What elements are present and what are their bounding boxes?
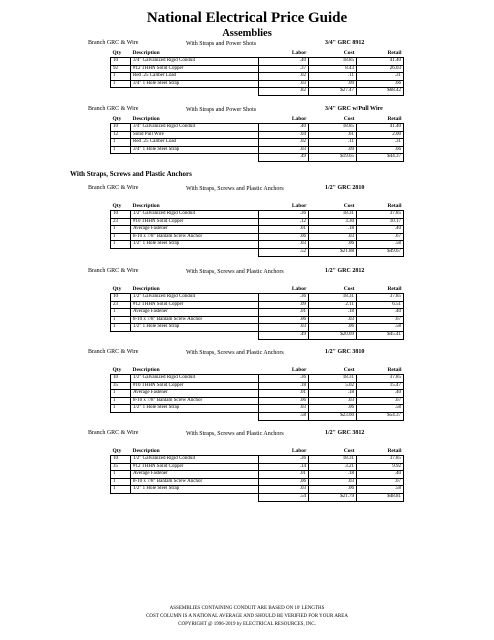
item-description: Average Fastener	[131, 471, 259, 479]
item-retail: .58	[357, 241, 404, 249]
item-row	[111, 478, 404, 486]
page-footer	[0, 605, 494, 629]
col-cost: Cost	[343, 447, 355, 454]
item-labor: .01	[259, 309, 309, 317]
item-row	[111, 309, 404, 317]
assembly-block	[0, 185, 494, 254]
item-retail: 41.40	[357, 124, 404, 132]
col-description: Description	[132, 447, 160, 454]
item-row	[111, 463, 404, 471]
item-description: 1/2" 1 Hole Steel Strap	[131, 405, 259, 413]
item-labor: .01	[259, 226, 309, 234]
item-description: Red .25 Caliber Load	[131, 139, 259, 147]
item-retail: 41.40	[357, 58, 404, 66]
col-qty: Qty	[112, 447, 122, 454]
item-qty: 1	[111, 73, 131, 81]
assembly-header	[0, 349, 494, 360]
item-row	[111, 375, 404, 383]
item-description: 3/4" Galvanized Rigid Conduit	[131, 58, 259, 66]
item-labor: .04	[259, 131, 309, 139]
total-retail: $49.67	[357, 248, 404, 256]
assembly-block	[0, 349, 494, 418]
item-retail: .31	[357, 73, 404, 81]
col-description: Description	[132, 366, 160, 373]
item-cost: .06	[309, 405, 357, 413]
total-labor: .49	[259, 154, 309, 162]
col-description: Description	[132, 49, 160, 56]
item-description: 8-10 x 7/8" Bantam Screw Anchor	[131, 233, 259, 241]
col-labor: Labor	[291, 202, 307, 209]
item-retail: .66	[357, 146, 404, 154]
item-qty: 92	[111, 65, 131, 73]
item-retail: .58	[357, 324, 404, 332]
item-description: 3/4" 1 Hole Steel Strap	[131, 146, 259, 154]
item-qty: 35	[111, 463, 131, 471]
item-labor: .01	[259, 471, 309, 479]
item-cost: .09	[309, 146, 357, 154]
item-cost: .18	[309, 309, 357, 317]
assembly-code: 1/2" GRC 3810	[325, 349, 365, 355]
assembly-header	[0, 185, 494, 196]
item-description: #12 THHN Solid Copper	[131, 463, 259, 471]
item-labor: .36	[259, 456, 309, 464]
item-qty: 1	[111, 397, 131, 405]
item-description: 1/2" 1 Hole Steel Strap	[131, 486, 259, 494]
col-retail: Retail	[387, 202, 402, 209]
table-header-row	[111, 114, 404, 124]
assembly-header	[0, 268, 494, 279]
col-description: Description	[132, 115, 160, 122]
section-label: With Straps, Screws and Plastic Anchors	[70, 170, 192, 178]
item-description: 1/2" 1 Hole Steel Strap	[131, 324, 259, 332]
item-cost: .03	[309, 316, 357, 324]
item-cost: .06	[309, 324, 357, 332]
total-cost: $19.65	[309, 154, 357, 162]
item-labor: .01	[259, 390, 309, 398]
item-row	[111, 139, 404, 147]
item-row	[111, 211, 404, 219]
col-labor: Labor	[291, 447, 307, 454]
item-cost: .06	[309, 486, 357, 494]
item-qty: 10	[111, 456, 131, 464]
item-qty: 1	[111, 80, 131, 88]
totals-row	[111, 412, 404, 420]
total-labor: .54	[259, 493, 309, 501]
totals-row	[111, 88, 404, 96]
item-row	[111, 226, 404, 234]
col-cost: Cost	[343, 202, 355, 209]
items-table	[110, 365, 404, 421]
item-labor: .03	[259, 241, 309, 249]
assembly-header	[0, 430, 494, 441]
item-qty: 1	[111, 486, 131, 494]
item-row	[111, 294, 404, 302]
items-table	[110, 284, 404, 340]
item-labor: .09	[259, 301, 309, 309]
col-qty: Qty	[112, 202, 122, 209]
item-row	[111, 324, 404, 332]
item-description: #12 THHN Solid Copper	[131, 301, 259, 309]
item-qty: 10	[111, 211, 131, 219]
item-retail: 37.85	[357, 375, 404, 383]
item-retail: 9.92	[357, 463, 404, 471]
item-row	[111, 131, 404, 139]
item-labor: .06	[259, 233, 309, 241]
item-qty: 10	[111, 375, 131, 383]
item-retail: 37.85	[357, 294, 404, 302]
totals-row	[111, 493, 404, 501]
item-qty: 1	[111, 233, 131, 241]
item-description: 1/2" Galvanized Rigid Conduit	[131, 456, 259, 464]
table-header-row	[111, 284, 404, 294]
col-qty: Qty	[112, 115, 122, 122]
item-cost: .18	[309, 390, 357, 398]
item-labor: .03	[259, 146, 309, 154]
page-subtitle: Assemblies	[222, 28, 272, 39]
item-description: 3/4" Galvanized Rigid Conduit	[131, 124, 259, 132]
item-retail: 37.85	[357, 456, 404, 464]
item-description: Red .25 Caliber Load	[131, 73, 259, 81]
item-row	[111, 382, 404, 390]
item-row	[111, 397, 404, 405]
assembly-block	[0, 430, 494, 499]
item-labor: .14	[259, 463, 309, 471]
col-retail: Retail	[387, 447, 402, 454]
item-retail: .67	[357, 478, 404, 486]
assembly-category: Branch GRC & Wire	[88, 185, 139, 191]
total-labor: .49	[259, 331, 309, 339]
totals-row	[111, 154, 404, 162]
item-cost: 18.31	[309, 456, 357, 464]
item-cost: 3.30	[309, 218, 357, 226]
item-row	[111, 456, 404, 464]
item-labor: .03	[259, 486, 309, 494]
item-qty: 12	[111, 131, 131, 139]
col-cost: Cost	[343, 49, 355, 56]
item-qty: 1	[111, 146, 131, 154]
col-labor: Labor	[291, 49, 307, 56]
item-qty: 1	[111, 324, 131, 332]
total-retail: $68.42	[357, 88, 404, 96]
item-labor: .12	[259, 218, 309, 226]
item-description: 8-10 x 7/8" Bantam Screw Anchor	[131, 478, 259, 486]
item-labor: .06	[259, 397, 309, 405]
col-retail: Retail	[387, 366, 402, 373]
assembly-block	[0, 40, 494, 94]
col-description: Description	[132, 202, 160, 209]
item-cost: 18.31	[309, 375, 357, 383]
col-qty: Qty	[112, 285, 122, 292]
item-cost: .03	[309, 478, 357, 486]
assembly-description: With Straps and Power Shots	[186, 107, 257, 113]
item-row	[111, 124, 404, 132]
item-row	[111, 486, 404, 494]
footer-line-2: COST COLUMN IS A NATIONAL AVERAGE AND SHOULD BE VERIFIED FOR YOUR AREA	[146, 614, 348, 619]
col-retail: Retail	[387, 49, 402, 56]
assembly-category: Branch GRC & Wire	[88, 349, 139, 355]
item-cost: .61	[309, 131, 357, 139]
item-row	[111, 218, 404, 226]
total-retail: $45.41	[357, 331, 404, 339]
item-retail: .67	[357, 397, 404, 405]
item-qty: 1	[111, 390, 131, 398]
item-description: Average Fastener	[131, 390, 259, 398]
item-labor: .02	[259, 73, 309, 81]
assembly-category: Branch GRC & Wire	[88, 106, 139, 112]
item-cost: .09	[309, 80, 357, 88]
total-cost: $27.47	[309, 88, 357, 96]
item-labor: .40	[259, 124, 309, 132]
item-row	[111, 390, 404, 398]
item-description: 1/2" Galvanized Rigid Conduit	[131, 294, 259, 302]
item-row	[111, 301, 404, 309]
item-cost: .11	[309, 139, 357, 147]
table-header-row	[111, 201, 404, 211]
item-labor: .06	[259, 316, 309, 324]
item-cost: .03	[309, 233, 357, 241]
col-qty: Qty	[112, 366, 122, 373]
totals-row	[111, 248, 404, 256]
total-retail: $48.81	[357, 493, 404, 501]
items-table	[110, 201, 404, 257]
item-retail: 37.85	[357, 211, 404, 219]
col-cost: Cost	[343, 115, 355, 122]
item-labor: .03	[259, 80, 309, 88]
item-retail: 26.03	[357, 65, 404, 73]
item-retail: .58	[357, 405, 404, 413]
item-retail: .40	[357, 226, 404, 234]
assembly-category: Branch GRC & Wire	[88, 430, 139, 436]
item-cost: 2.11	[309, 301, 357, 309]
item-qty: 1	[111, 471, 131, 479]
item-row	[111, 316, 404, 324]
assembly-description: With Straps and Power Shots	[186, 41, 257, 47]
assembly-category: Branch GRC & Wire	[88, 268, 139, 274]
item-retail: .31	[357, 139, 404, 147]
assembly-block	[0, 268, 494, 337]
item-cost: .06	[309, 241, 357, 249]
item-labor: .02	[259, 139, 309, 147]
item-retail: .66	[357, 80, 404, 88]
item-retail: 15.47	[357, 382, 404, 390]
item-row	[111, 80, 404, 88]
item-cost: 18.85	[309, 58, 357, 66]
total-cost: $20.69	[309, 331, 357, 339]
item-retail: 10.17	[357, 218, 404, 226]
assembly-code: 3/4" GRC 8912	[325, 40, 365, 46]
footer-line-1: ASSEMBLIES CONTAINING CONDUIT ARE BASED ON 10' LENGTHS	[169, 606, 325, 611]
assembly-code: 1/2" GRC 2812	[325, 268, 365, 274]
item-row	[111, 233, 404, 241]
assembly-description: With Straps, Screws and Plastic Anchors	[186, 269, 284, 275]
item-labor: .18	[259, 382, 309, 390]
item-qty: 1	[111, 226, 131, 234]
item-description: #10 THHN Solid Copper	[131, 218, 259, 226]
col-description: Description	[132, 285, 160, 292]
item-description: #12 THHN Solid Copper	[131, 65, 259, 73]
item-row	[111, 65, 404, 73]
item-description: 1/2" 1 Hole Steel Strap	[131, 241, 259, 249]
total-labor: .58	[259, 412, 309, 420]
col-labor: Labor	[291, 285, 307, 292]
item-description: Solid Pull Wire	[131, 131, 259, 139]
assembly-description: With Straps, Screws and Plastic Anchors	[186, 350, 284, 356]
total-cost: $23.60	[309, 412, 357, 420]
item-qty: 10	[111, 58, 131, 66]
table-header-row	[111, 365, 404, 375]
total-retail: $54.37	[357, 412, 404, 420]
item-cost: 18.31	[309, 294, 357, 302]
item-qty: 23	[111, 218, 131, 226]
assembly-block	[0, 106, 494, 160]
col-qty: Qty	[112, 49, 122, 56]
item-description: 1/2" Galvanized Rigid Conduit	[131, 375, 259, 383]
item-labor: .36	[259, 294, 309, 302]
item-qty: 10	[111, 294, 131, 302]
item-retail: 2.00	[357, 131, 404, 139]
item-qty: 1	[111, 241, 131, 249]
item-description: Average Fastener	[131, 309, 259, 317]
assembly-code: 1/2" GRC 3812	[325, 430, 365, 436]
item-cost: 18.31	[309, 211, 357, 219]
item-cost: 3.21	[309, 463, 357, 471]
item-qty: 10	[111, 124, 131, 132]
item-row	[111, 146, 404, 154]
col-retail: Retail	[387, 115, 402, 122]
item-retail: .58	[357, 486, 404, 494]
item-cost: 5.02	[309, 382, 357, 390]
footer-line-3: COPYRIGHT @ 1996-2019 by ELECTRICAL RESOURCES, INC.	[178, 622, 316, 627]
item-description: 8-10 x 7/8" Bantam Screw Anchor	[131, 397, 259, 405]
item-row	[111, 58, 404, 66]
item-qty: 1	[111, 309, 131, 317]
item-retail: 6.51	[357, 301, 404, 309]
item-retail: .67	[357, 233, 404, 241]
item-cost: 18.85	[309, 124, 357, 132]
item-qty: 1	[111, 405, 131, 413]
item-retail: .40	[357, 471, 404, 479]
total-labor: .82	[259, 88, 309, 96]
item-qty: 23	[111, 301, 131, 309]
item-labor: .06	[259, 478, 309, 486]
item-cost: .18	[309, 471, 357, 479]
item-retail: .40	[357, 309, 404, 317]
assembly-code: 3/4" GRC w/Pull Wire	[325, 106, 383, 112]
item-description: Average Fastener	[131, 226, 259, 234]
item-cost: 8.43	[309, 65, 357, 73]
item-row	[111, 405, 404, 413]
item-qty: 1	[111, 478, 131, 486]
item-labor: .36	[259, 211, 309, 219]
items-table	[110, 114, 404, 162]
item-labor: .36	[259, 375, 309, 383]
item-qty: 1	[111, 139, 131, 147]
item-retail: .67	[357, 316, 404, 324]
page-title: National Electrical Price Guide	[146, 10, 348, 26]
item-row	[111, 241, 404, 249]
assembly-category: Branch GRC & Wire	[88, 40, 139, 46]
col-labor: Labor	[291, 366, 307, 373]
item-labor: .40	[259, 58, 309, 66]
item-description: 3/4" 1 Hole Steel Strap	[131, 80, 259, 88]
col-cost: Cost	[343, 285, 355, 292]
item-cost: .18	[309, 226, 357, 234]
item-row	[111, 471, 404, 479]
item-description: 8-10 x 7/8" Bantam Screw Anchor	[131, 316, 259, 324]
total-labor: .52	[259, 248, 309, 256]
items-table	[110, 446, 404, 502]
item-row	[111, 73, 404, 81]
table-header-row	[111, 48, 404, 58]
item-labor: .37	[259, 65, 309, 73]
item-description: #10 THHN Solid Copper	[131, 382, 259, 390]
col-retail: Retail	[387, 285, 402, 292]
col-labor: Labor	[291, 115, 307, 122]
assembly-description: With Straps, Screws and Plastic Anchors	[186, 186, 284, 192]
item-cost: .03	[309, 397, 357, 405]
item-description: 1/2" Galvanized Rigid Conduit	[131, 211, 259, 219]
item-labor: .03	[259, 405, 309, 413]
total-cost: $21.79	[309, 493, 357, 501]
item-labor: .03	[259, 324, 309, 332]
assembly-description: With Straps, Screws and Plastic Anchors	[186, 431, 284, 437]
assembly-code: 1/2" GRC 2810	[325, 185, 365, 191]
item-retail: .40	[357, 390, 404, 398]
items-table	[110, 48, 404, 96]
col-cost: Cost	[343, 366, 355, 373]
total-cost: $21.88	[309, 248, 357, 256]
item-qty: 35	[111, 382, 131, 390]
item-cost: .11	[309, 73, 357, 81]
item-qty: 1	[111, 316, 131, 324]
table-header-row	[111, 446, 404, 456]
total-retail: $44.37	[357, 154, 404, 162]
totals-row	[111, 331, 404, 339]
